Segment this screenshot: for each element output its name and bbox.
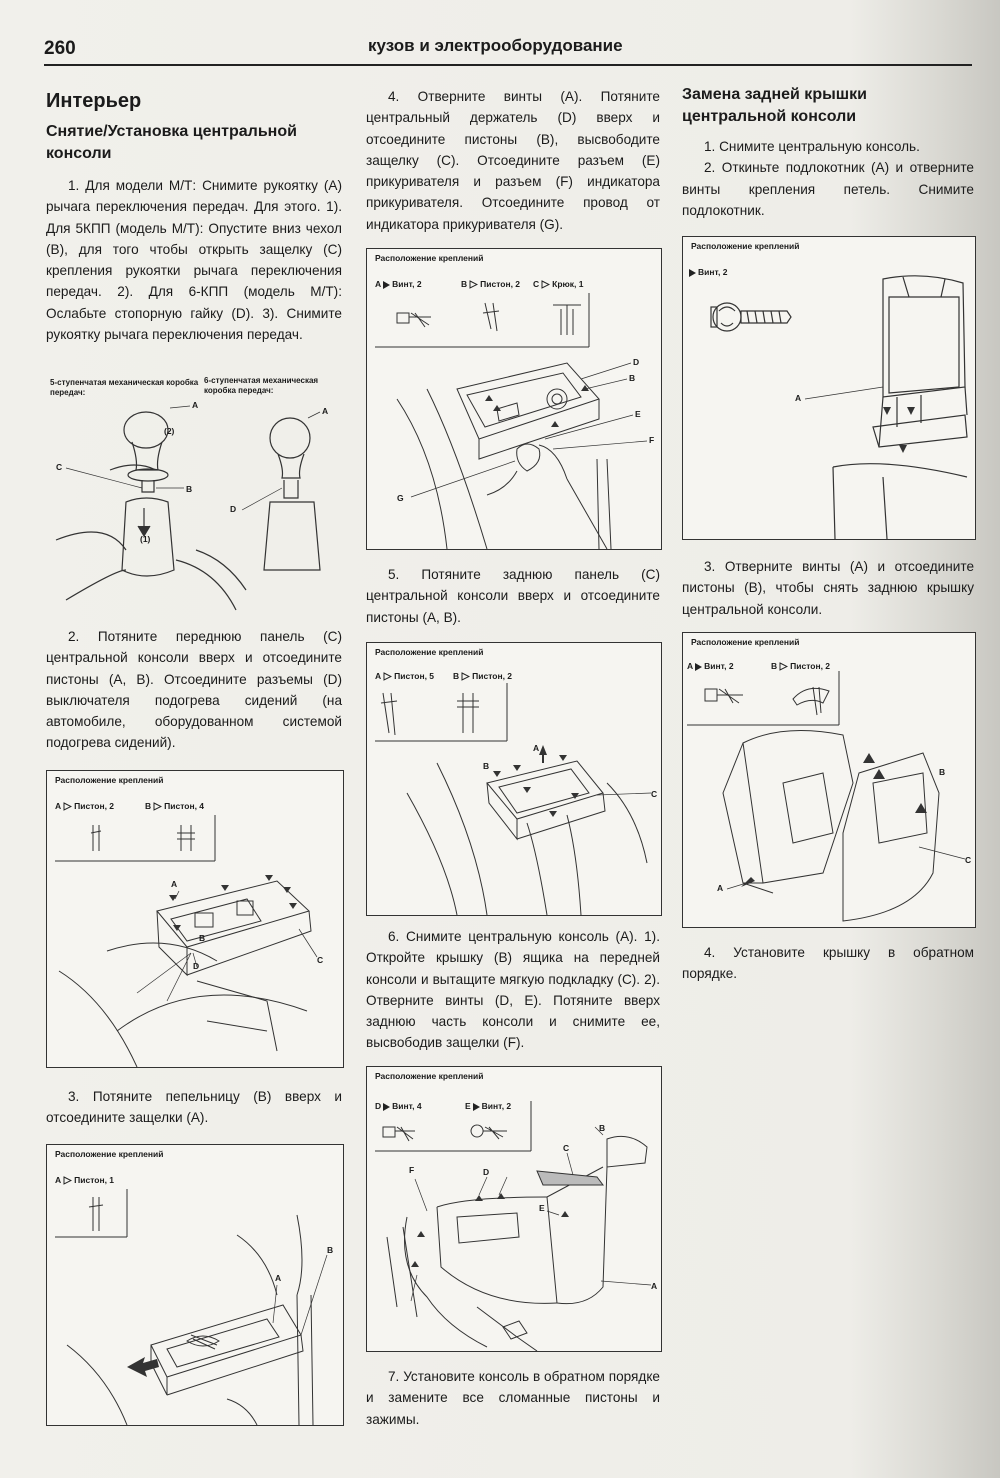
paragraph-c3-3: 3. Отверните винты (А) и отсоедините пистоны (В), чтобы снять заднюю крышку центральной консоли. xyxy=(682,559,974,617)
fastener-b-label: B Пистон, 2 xyxy=(771,661,831,671)
figure-rear-panel xyxy=(366,642,662,916)
fastener-a-label: A Винт, 2 xyxy=(687,661,734,671)
figure-gearshift xyxy=(46,370,342,612)
center-holder-drawing xyxy=(367,249,661,549)
callout-a: A xyxy=(795,393,802,403)
figure-caption: Расположение креплений xyxy=(375,647,484,657)
callout-b: B xyxy=(629,373,636,383)
callout-a: A xyxy=(533,743,540,753)
figure-caption: Расположение креплений xyxy=(375,1071,484,1081)
callout-a: A xyxy=(192,400,199,410)
page-number: 260 xyxy=(44,38,76,59)
callout-f: F xyxy=(649,435,655,445)
figure-armrest xyxy=(682,236,976,540)
callout-d: D xyxy=(230,504,237,514)
fastener-b-label: B Пистон, 2 xyxy=(453,671,513,681)
center-console-drawing xyxy=(367,1067,661,1351)
label-5-speed: 5-ступенчатая механическая коробка передач: xyxy=(50,378,199,397)
figure-caption: Расположение креплений xyxy=(55,775,164,785)
callout-b: B xyxy=(939,767,946,777)
callout-a-6speed: A xyxy=(322,406,329,416)
callout-d: D xyxy=(483,1167,490,1177)
callout-a: A xyxy=(651,1281,658,1291)
rear-panel-drawing xyxy=(367,643,661,915)
fastener-label: Винт, 2 xyxy=(687,267,727,277)
callout-1: (1) xyxy=(140,534,151,544)
callout-a: A xyxy=(275,1273,282,1283)
paragraph-c3-2: 2. Откиньте подлокотник (А) и отверните винты крепления петель. Снимите подлокотник. xyxy=(682,160,974,218)
callout-g: G xyxy=(397,493,404,503)
running-header: кузов и электрооборудование xyxy=(368,36,623,55)
front-panel-drawing xyxy=(47,771,343,1067)
rear-cover-drawing xyxy=(683,633,975,927)
callout-c: C xyxy=(317,955,324,965)
callout-b: B xyxy=(483,761,490,771)
armrest-drawing xyxy=(683,237,975,539)
fastener-d-label: D Винт, 4 xyxy=(375,1101,422,1111)
callout-a: A xyxy=(717,883,724,893)
callout-c: C xyxy=(651,789,658,799)
callout-b: B xyxy=(599,1123,606,1133)
paragraph-1: 1. Для модели М/Т: Снимите рукоятку (А) рычага переключения передач. Для этого. 1). Для 5КПП (модель М/Т): Опустите вниз чехол (В), для того чтобы открыть защелку (С) крепления рукоятки рычага переключения передач. 2). Для 6-КПП (модель М/Т): Ослабьте стопорную гайку (D). 3). Снимите рукоятку рычага переключения передач. xyxy=(46,178,342,343)
fastener-c-label: C Крюк, 1 xyxy=(533,279,584,289)
fastener-a-label: A Винт, 2 xyxy=(375,279,422,289)
paragraph-c3-1: 1. Снимите центральную консоль. xyxy=(704,139,920,154)
subsection-title: Снятие/Установка центральной консоли xyxy=(46,123,297,162)
paragraph-6: 6. Снимите центральную консоль (А). 1). Откройте крышку (В) ящика на передней консоли и вытащите мягкую подкладку (С). 2). Отверните винты (D, E). Потяните вверх заднюю часть консоли и снимите ее, высвободив защелки (F). xyxy=(366,929,660,1051)
fastener-e-label: E Винт, 2 xyxy=(465,1101,512,1111)
paragraph-4: 4. Отверните винты (А). Потяните центральный держатель (D) вверх и отсоедините пистоны (В), высвободите защелку (С). Отсоедините разъем (Е) прикуривателя и разъем (F) индикатора прикуривателя. Отсоедините провод от индикатора прикуривателя (G). xyxy=(366,89,660,232)
figure-caption: Расположение креплений xyxy=(55,1149,164,1159)
paragraph-5: 5. Потяните заднюю панель (С) центральной консоли вверх и отсоедините пистоны (А, В). xyxy=(366,567,660,625)
column-3 xyxy=(682,84,974,221)
fastener-a-label: A Пистон, 5 xyxy=(375,671,435,681)
paragraph-c3-4: 4. Установите крышку в обратном порядке. xyxy=(682,945,974,982)
fastener-b-label: B Пистон, 4 xyxy=(145,801,205,811)
figure-center-holder xyxy=(366,248,662,550)
callout-a: A xyxy=(171,879,178,889)
figure-caption: Расположение креплений xyxy=(375,253,484,263)
paragraph-7: 7. Установите консоль в обратном порядке и замените все сломанные пистоны и зажимы. xyxy=(366,1369,660,1427)
figure-center-console xyxy=(366,1066,662,1352)
subsection-title: Замена задней крышки центральной консоли xyxy=(682,86,867,125)
fastener-a-label: A Пистон, 1 xyxy=(55,1175,115,1185)
callout-b: B xyxy=(199,933,206,943)
callout-c: C xyxy=(56,462,63,472)
callout-e: E xyxy=(539,1203,545,1213)
fastener-a-label: A Пистон, 2 xyxy=(55,801,115,811)
section-title: Интерьер xyxy=(46,90,142,112)
figure-caption: Расположение креплений xyxy=(691,241,800,251)
figure-rear-cover xyxy=(682,632,976,928)
callout-b: B xyxy=(186,484,193,494)
figure-front-panel xyxy=(46,770,344,1068)
ashtray-drawing xyxy=(47,1145,343,1425)
callout-d: D xyxy=(193,961,200,971)
column-1 xyxy=(46,90,342,345)
fastener-b-label: B Пистон, 2 xyxy=(461,279,521,289)
paragraph-2: 2. Потяните переднюю панель (С) центральной консоли вверх и отсоедините пистоны (А, В). Отсоедините разъемы (D) выключателя подогрева сидений (на автомобиле, оборудованном системой подогрева сидений). xyxy=(46,629,342,751)
paragraph-3: 3. Потяните пепельницу (В) вверх и отсоедините защелки (А). xyxy=(46,1089,342,1126)
figure-ashtray xyxy=(46,1144,344,1426)
callout-2: (2) xyxy=(164,426,175,436)
callout-f: F xyxy=(409,1165,415,1175)
figure-caption: Расположение креплений xyxy=(691,637,800,647)
callout-c: C xyxy=(563,1143,570,1153)
callout-b: B xyxy=(327,1245,334,1255)
header-rule xyxy=(44,64,972,66)
callout-d: D xyxy=(633,357,640,367)
label-6-speed: 6-ступенчатая механическая коробка передач: xyxy=(204,376,319,395)
callout-c: C xyxy=(965,855,972,865)
callout-e: E xyxy=(635,409,641,419)
